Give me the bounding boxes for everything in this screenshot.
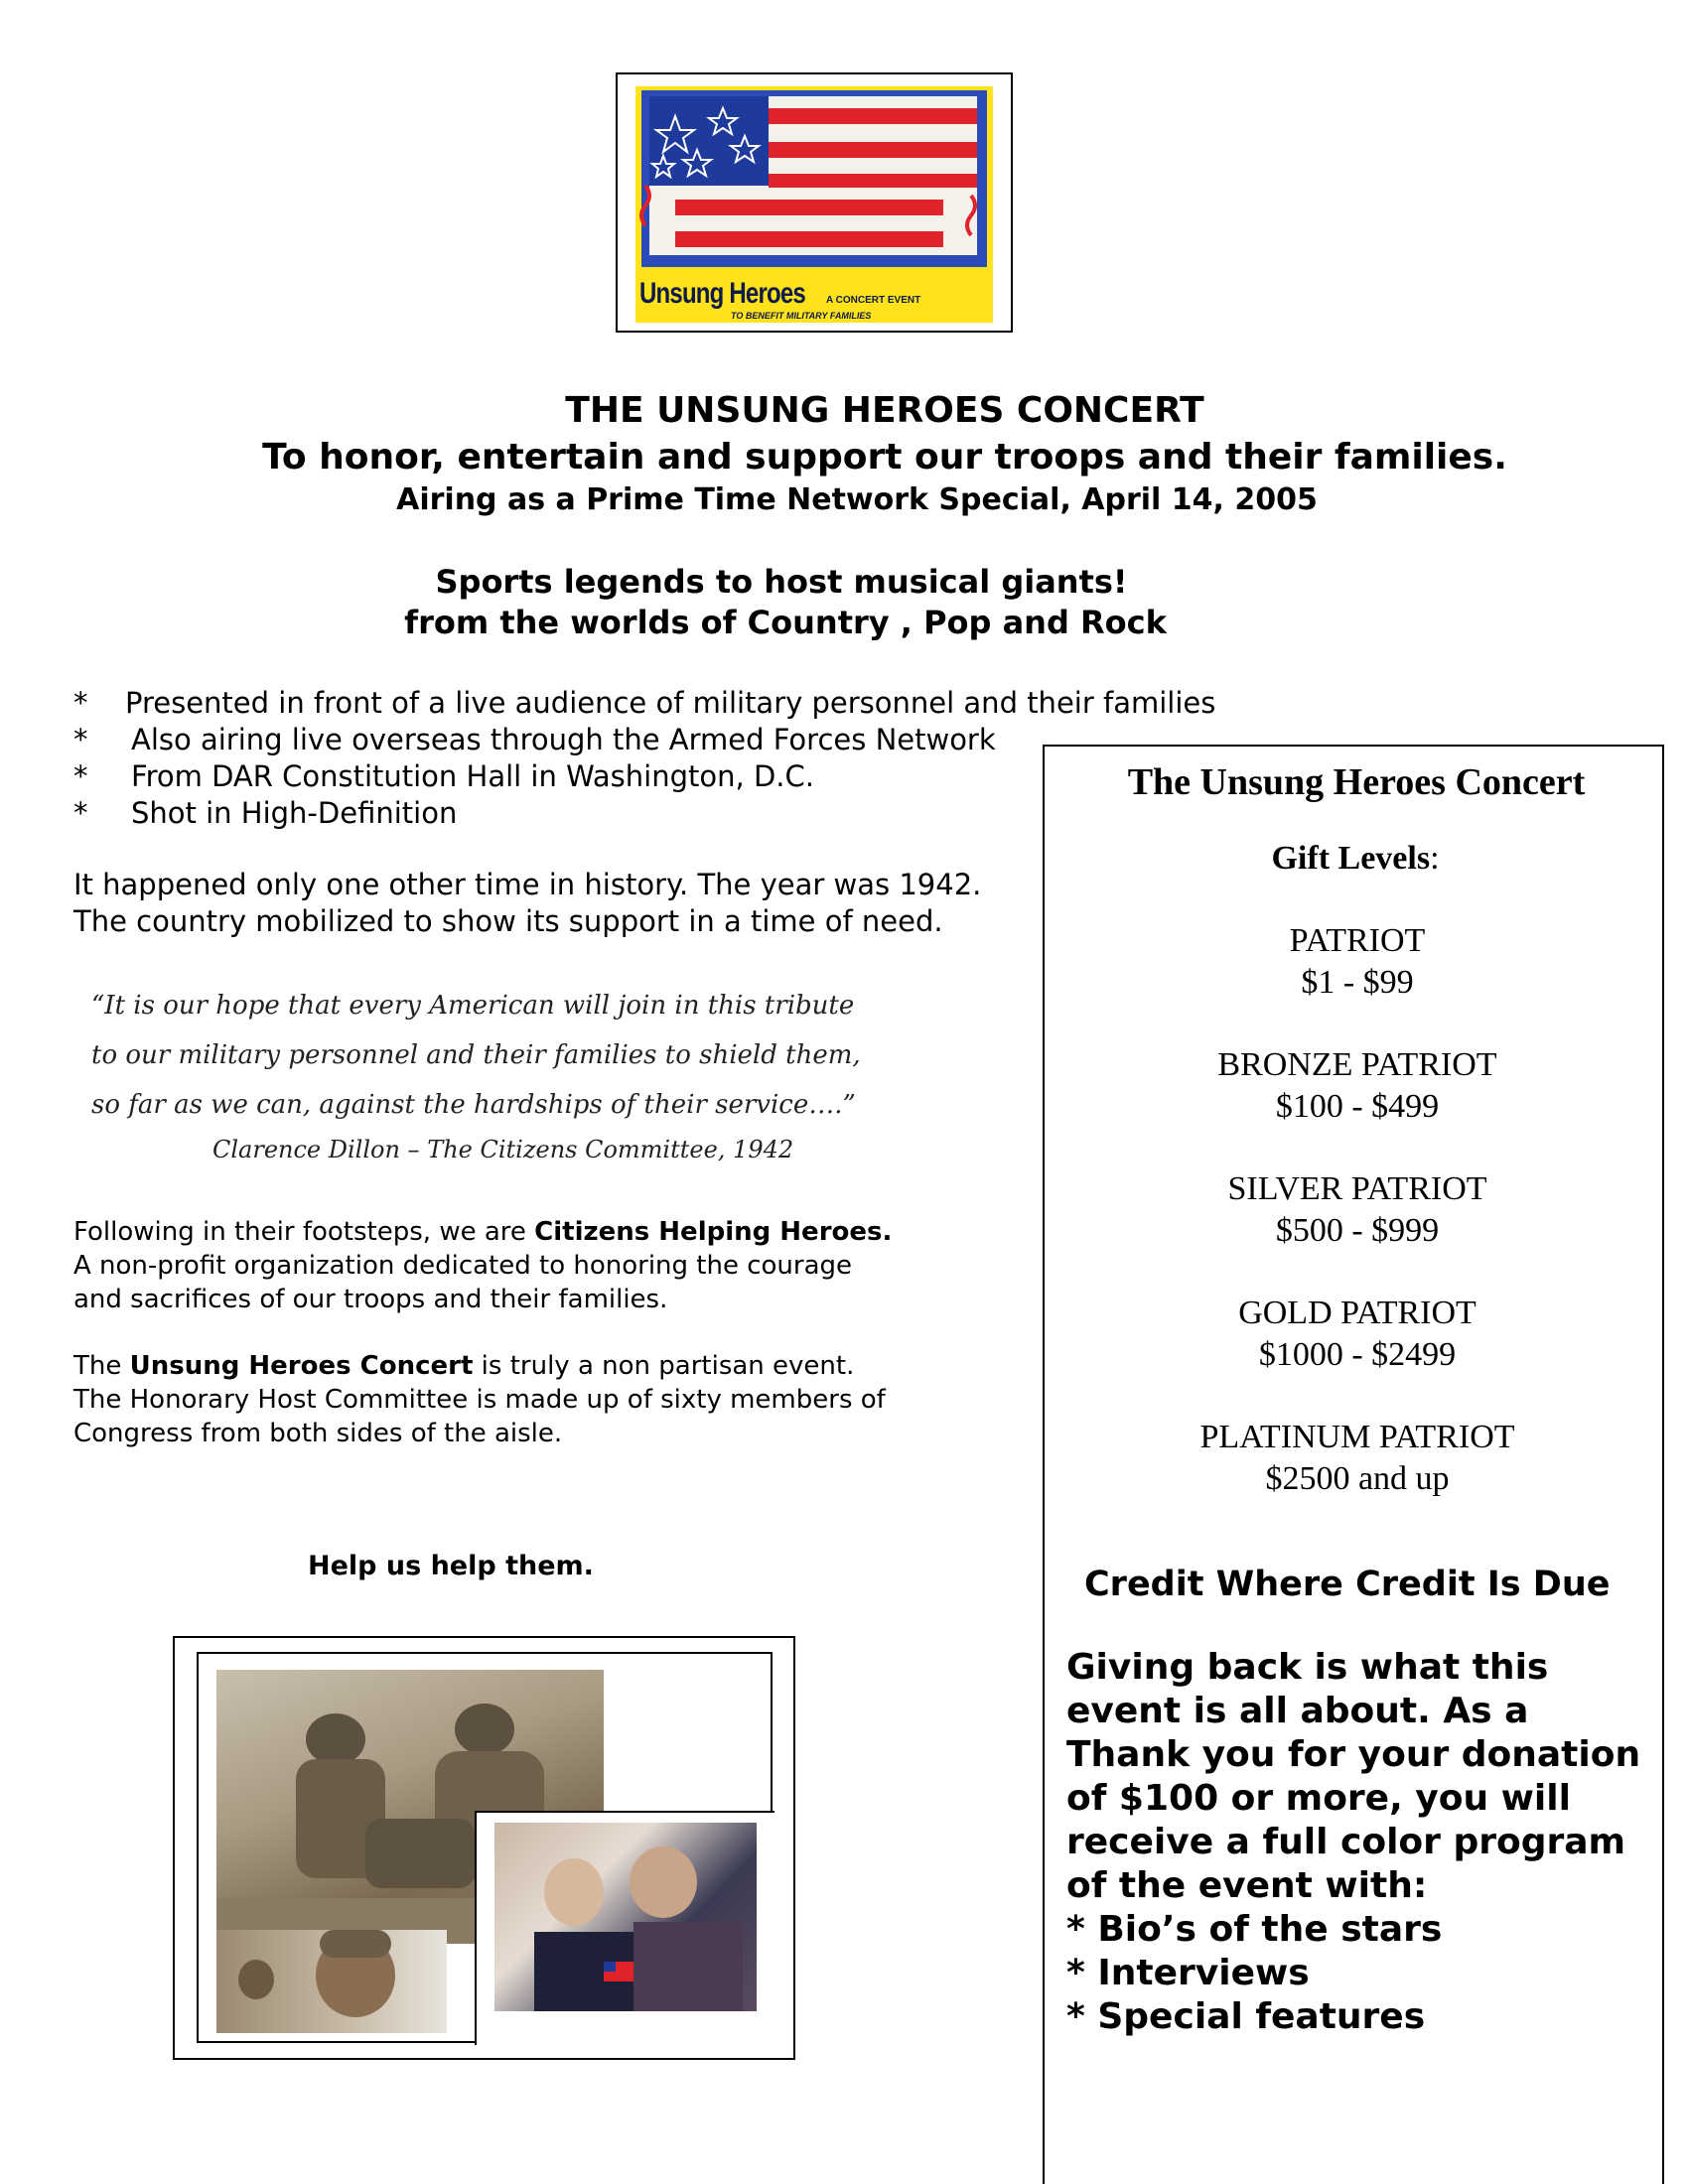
organization-paragraph [73,1215,892,1316]
credit-line: * Interviews [1066,1953,1310,1993]
credit-line: event is all about. As a [1066,1691,1529,1731]
credit-line: receive a full color program [1066,1822,1626,1862]
bullet-marker: * [73,796,88,830]
soldier-portrait-photo [216,1930,447,2033]
bullet-marker: * [73,686,88,720]
airing-date: Airing as a Prime Time Network Special, April 14, 2005 [396,482,1318,517]
gift-level [1045,1293,1670,1376]
list-item [73,685,1215,722]
quote-line: “It is our hope that every American will join in this tribute [91,991,855,1021]
credit-heading: Credit Where Credit Is Due [1084,1565,1611,1604]
event-logo [616,72,1013,333]
family-silhouette [494,1823,757,2011]
history-line: It happened only one other time in history. The year was 1942. [73,868,982,901]
tagline-hosts: Sports legends to host musical giants! [435,563,1128,601]
credit-line: * Special features [1066,1996,1426,2037]
gift-level-range: $100 - $499 [1275,1088,1440,1125]
gift-levels-colon: : [1430,840,1440,877]
gift-level [1045,1168,1670,1252]
nonpartisan-line: The Honorary Host Committee is made up of sixty members of [73,1385,886,1415]
logo-tagline: A CONCERT EVENT [826,295,921,306]
bullet-marker: * [73,759,88,793]
list-item-text: Shot in High-Definition [131,796,458,830]
logo-subtitle: TO BENEFIT MILITARY FAMILIES [731,311,872,321]
page-title: THE UNSUNG HEROES CONCERT [565,390,1204,431]
org-line: A non-profit organization dedicated to honoring the courage [73,1251,853,1281]
list-item-text: Also airing live overseas through the Armed Forces Network [131,723,996,756]
gift-levels-heading [1045,840,1666,878]
quote-block [91,981,945,1130]
nonpartisan-line: Congress from both sides of the aisle. [73,1419,563,1448]
family-photo-frame [475,1811,774,2045]
quote-attribution: Clarence Dillon – The Citizens Committee, 1942 [212,1136,794,1163]
gift-level [1045,920,1670,1004]
gift-level-range: $2500 and up [1265,1460,1450,1497]
credit-line: of the event with: [1066,1865,1428,1906]
page-subtitle: To honor, entertain and support our troops and their families. [262,437,1507,478]
gift-level [1045,1417,1670,1500]
history-line: The country mobilized to show its support in a time of need. [73,904,943,938]
portrait-silhouette [216,1930,447,2033]
gift-levels-label: Gift Levels [1271,840,1431,877]
quote-line: so far as we can, against the hardships of their service….” [91,1090,856,1120]
credit-line: of $100 or more, you will [1066,1778,1571,1819]
gift-level-range: $500 - $999 [1275,1212,1440,1249]
gift-level-name: GOLD PATRIOT [1238,1295,1477,1331]
credit-line: Thank you for your donation [1066,1734,1641,1775]
tagline-genres: from the worlds of Country , Pop and Rock [404,604,1167,641]
org-name: Citizens Helping Heroes. [534,1217,893,1247]
credit-body [1066,1646,1640,2039]
gift-panel-title: The Unsung Heroes Concert [1127,761,1586,803]
logo-artwork [635,86,993,323]
gift-level [1045,1044,1670,1128]
quote-line: to our military personnel and their families to shield them, [91,1040,861,1070]
photo-collage-inner [197,1652,773,2043]
photo-collage [173,1636,795,2060]
list-item-text: Presented in front of a live audience of military personnel and their families [125,686,1216,720]
org-line: and sacrifices of our troops and their families. [73,1285,668,1314]
event-name: Unsung Heroes Concert [129,1351,474,1381]
gift-level-range: $1 - $99 [1301,964,1414,1001]
history-paragraph [73,867,981,940]
list-item-text: From DAR Constitution Hall in Washington, D.C. [131,759,814,793]
gift-level-range: $1000 - $2499 [1258,1336,1457,1373]
logo-title: Unsung Heroes [639,277,805,310]
gift-levels-panel [1043,745,1664,2184]
org-intro: Following in their footsteps, we are [73,1217,535,1247]
credit-line: Giving back is what this [1066,1647,1549,1688]
gift-level-name: BRONZE PATRIOT [1217,1046,1497,1083]
gift-level-name: PLATINUM PATRIOT [1199,1419,1515,1455]
family-photo [494,1823,757,2011]
gift-level-name: SILVER PATRIOT [1227,1170,1487,1207]
bullet-marker: * [73,723,88,756]
nonpartisan-post: is truly a non partisan event. [473,1351,855,1381]
credit-line: * Bio’s of the stars [1066,1909,1443,1950]
call-to-action: Help us help them. [308,1551,594,1581]
nonpartisan-paragraph [73,1349,886,1450]
nonpartisan-pre: The [73,1351,130,1381]
gift-level-name: PATRIOT [1289,922,1426,959]
